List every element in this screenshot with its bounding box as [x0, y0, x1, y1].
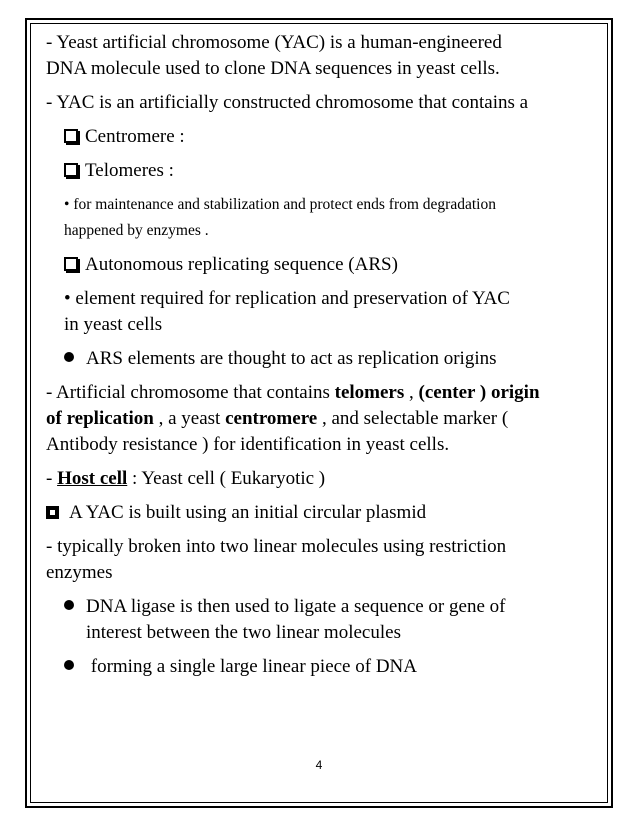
list-item-centromere — [46, 124, 596, 150]
checkbox-bullet-icon — [64, 257, 78, 271]
item-label: ARS elements are thought to act as replication origins — [86, 348, 497, 369]
paragraph-restriction — [46, 534, 596, 586]
item-label: forming a single large linear piece of DNA — [86, 656, 417, 677]
paragraph-plasmid — [46, 500, 596, 526]
checkbox-bullet-icon — [64, 163, 78, 177]
paragraph-yac-definition — [46, 30, 596, 82]
checkbox-bullet-icon — [64, 129, 78, 143]
text-line: DNA molecule used to clone DNA sequences in yeast cells. — [46, 58, 500, 79]
text-line: Antibody resistance ) for identification in yeast cells. — [46, 434, 450, 455]
ligase-item — [46, 594, 596, 646]
text-line: in yeast cells — [64, 314, 163, 335]
bold-term: (center ) origin — [418, 382, 540, 403]
forming-item — [46, 654, 596, 680]
text-line: interest between the two linear molecules — [86, 622, 401, 643]
text-line: • element required for replication and preservation of YAC — [64, 288, 510, 309]
list-item-ars — [46, 252, 596, 278]
text-line: - Yeast artificial chromosome (YAC) is a human-engineered — [46, 32, 502, 53]
item-label: Telomeres : — [85, 160, 174, 181]
item-label: A YAC is built using an initial circular plasmid — [69, 502, 427, 523]
item-label: DNA ligase is then used to ligate a sequence or gene of — [86, 596, 506, 617]
text-span: : Yeast cell ( Eukaryotic ) — [127, 468, 326, 489]
bold-term: centromere — [225, 408, 318, 429]
dot-bullet-icon — [64, 660, 74, 670]
paragraph-host-cell — [46, 466, 596, 492]
host-cell-label: Host cell — [57, 468, 128, 489]
ars-note — [46, 286, 596, 338]
item-label: Autonomous replicating sequence (ARS) — [85, 254, 398, 275]
text-line: for maintenance and stabilization and protect ends from degradation — [73, 196, 496, 213]
square-bullet-icon — [46, 506, 59, 519]
bold-term: telomers — [334, 382, 405, 403]
list-item-telomeres — [46, 158, 596, 184]
text-line: - YAC is an artificially constructed chromosome that contains a — [46, 92, 529, 113]
bold-term: of replication — [46, 408, 154, 429]
text-span: - Artificial chromosome that contains — [46, 382, 335, 403]
dot-bullet-icon — [64, 352, 74, 362]
text-span: , a yeast — [153, 408, 226, 429]
text-span: , — [404, 382, 419, 403]
paragraph-artificial-chromosome — [46, 380, 596, 458]
text-line: enzymes — [46, 562, 113, 583]
document-body — [46, 30, 596, 688]
text-line: happened by enzymes . — [64, 222, 209, 239]
ars-origin-item — [46, 346, 596, 372]
telomere-note — [46, 192, 596, 244]
paragraph-yac-contains — [46, 90, 596, 116]
page-number: 4 — [315, 758, 323, 772]
text-line: - typically broken into two linear molecules using restriction — [46, 536, 507, 557]
item-label: Centromere : — [85, 126, 185, 147]
bullet-icon: • — [64, 196, 70, 213]
text-span: - — [46, 468, 58, 489]
dot-bullet-icon — [64, 600, 74, 610]
text-span: , and selectable marker ( — [317, 408, 509, 429]
